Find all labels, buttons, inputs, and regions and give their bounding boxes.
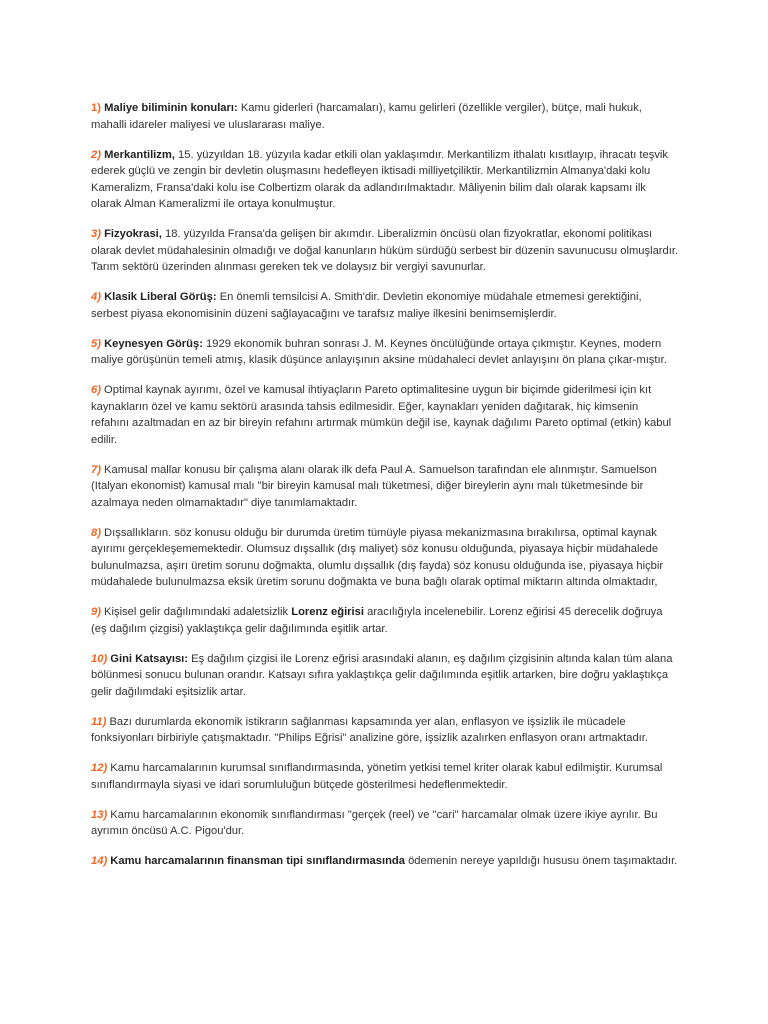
item-text: Eş dağılım çizgisi ile Lorenz eğrisi arasındaki alanın, eş dağılım çizgisinin altında kalan tüm alana bölünmesi sonucu bulunan orandır. Katsayı sıfıra yaklaştıkça gelir dağılımında eşitlik artarken, bire doğru yaklaştıkça gelir dağılımdaki eşitsizlik artar. xyxy=(91,652,673,698)
item-term: Merkantilizm, xyxy=(104,148,175,161)
list-item xyxy=(91,651,679,701)
item-number: 5) xyxy=(91,337,101,350)
list-item xyxy=(91,100,679,133)
list-item xyxy=(91,525,679,591)
item-text: Bazı durumlarda ekonomik istikrarın sağlanması kapsamında yer alan, enflasyon ve işsizlik ile mücadele fonksiyonları birbiriyle çatışmaktadır. "Philips Eğrisi" analizine göre, işsizlik azalırken enflasyon oranı artmaktadır. xyxy=(91,715,648,744)
item-number: 1) xyxy=(91,102,101,114)
item-number: 6) xyxy=(91,384,101,396)
list-item xyxy=(91,289,679,322)
item-term: Kamu harcamalarının finansman tipi sınıflandırmasında xyxy=(110,855,405,867)
item-number: 11) xyxy=(91,715,107,728)
item-term: Lorenz eğirisi xyxy=(291,606,364,618)
item-term: Keynesyen Görüş: xyxy=(104,337,203,350)
list-item xyxy=(91,336,679,369)
item-text: Dışsallıkların. söz konusu olduğu bir durumda üretim tümüyle piyasa mekanizmasına bırakılırsa, optimal kaynak ayırımı gerçekleşememektedir. Olumsuz dışsallık (dış maliyet) söz konusu olduğunda, piyasaya hiçbir müdahalede bulunulmazsa, aşırı üretim sorunu doğmakta, olumlu dışsallık (dış fayda) söz konusu olduğunda ise, piyasaya hiçbir müdahalede bulunulmazsa eksik üretim sorunu doğmakta ve buna bağlı olarak optimal miktarın altında olmaktadır, xyxy=(91,526,664,588)
item-text: aracılığıyla incelenebilir. Lorenz eğirisi 45 derecelik doğruya (eş dağılım çizgisi) yaklaştıkça gelir dağılımında eşitlik artar. xyxy=(91,606,663,635)
item-term: Maliye biliminin konuları: xyxy=(104,102,238,114)
document-body xyxy=(91,100,679,883)
item-number: 9) xyxy=(91,606,101,618)
item-text: Kamu harcamalarının ekonomik sınıflandırması "gerçek (reel) ve "cari" harcamalar olmak üzere ikiye ayrılır. Bu ayrımın öncüsü A.C. Pigou'dur. xyxy=(91,808,658,837)
item-number: 3) xyxy=(91,228,101,240)
item-text: Kamu harcamalarının kurumsal sınıflandırmasında, yönetim yetkisi temel kriter olarak kabul edilmiştir. Kurumsal sınıflandırmayla siyasi ve idari sorumluluğun bütçede gösterilmesi hedeflenmektedir. xyxy=(91,762,663,791)
item-text: Kamu giderleri (harcamaları), kamu gelirleri (özellikle vergiler), bütçe, mali hukuk, mahalli idareler maliyesi ve uluslararası maliye. xyxy=(91,102,642,131)
item-text: Kamusal mallar konusu bir çalışma alanı olarak ilk defa Paul A. Samuelson tarafından ele alınmıştır. Samuelson (Italyan ekonomist) kamusal malı "bir bireyin kamusal malı tüketmesi, diğer bireylerin aynı malı tüketmesinde bir azalmaya neden olmamaktadır" diye tanımlamaktadır. xyxy=(91,463,657,509)
list-item xyxy=(91,147,679,213)
list-item xyxy=(91,853,679,870)
list-item xyxy=(91,760,679,793)
list-item xyxy=(91,382,679,448)
list-item xyxy=(91,807,679,840)
item-number: 2) xyxy=(91,148,101,161)
item-number: 12) xyxy=(91,762,108,774)
item-text: Optimal kaynak ayırımı, özel ve kamusal ihtiyaçların Pareto optimalitesine uygun bir biçimde giderilmesi için kıt kaynakların özel ve kamu sektörü arasında tahsis edilmesidir. Eğer, kaynakları yeniden dağıtarak, hiç kimsenin refahını azaltmadan en az bir bireyin refahını artırmak mümkün değil ise, kaynak dağılımı Pareto optimal (etkin) kabul edilir. xyxy=(91,384,672,446)
item-number: 13) xyxy=(91,808,108,821)
item-term: Gini Katsayısı: xyxy=(110,652,188,665)
item-text: En önemli temsilcisi A. Smith'dir. Devletin ekonomiye müdahale etmemesi gerektiğini, serbest piyasa ekonomisinin düzeni sağlayacağını ve tarafsız maliye ilkesini benimsemişlerdir. xyxy=(91,291,642,320)
item-number: 8) xyxy=(91,526,101,539)
list-item xyxy=(91,714,679,747)
list-item xyxy=(91,462,679,512)
item-number: 4) xyxy=(91,291,101,303)
item-number: 7) xyxy=(91,463,101,476)
list-item xyxy=(91,604,679,637)
item-text-before: Kişisel gelir dağılımındaki adaletsizlik xyxy=(100,606,292,618)
item-number: 10) xyxy=(91,652,108,665)
item-text: 15. yüzyıldan 18. yüzyıla kadar etkili olan yaklaşımdır. Merkantilizm ithalatı kısıtlayıp, ihracatı teşvik ederek güçlü ve zengin bir devletin oluşmasını hedefleyen iktisadi milliyetçiliktir. Merkantilizmin Almanya'daki kolu Kameralizm, Fransa'daki kolu ise Colbertizm olarak da adlandırılmaktadır. Mâliyenin bilim dalı olarak kapsamı ilk olarak Alman Kameralizmi ile ortaya konulmuştur. xyxy=(91,148,669,210)
item-number: 14) xyxy=(91,855,108,867)
item-term: Fizyokrasi, xyxy=(104,228,162,240)
item-text: 18. yüzyılda Fransa'da gelişen bir akımdır. Liberalizmin öncüsü olan fizyokratlar, ekonomi politikası olarak devlet müdahalesinin olmadığı ve doğal kanunların hüküm sürdüğü serbest bir düzenin savunucusu olmuşlardır. Tarım sektörü üzerinden alınması gereken tek ve dolaysız bir vergiyi savunurlar. xyxy=(91,228,679,273)
item-text: 1929 ekonomik buhran sonrası J. M. Keynes öncülüğünde ortaya çıkmıştır. Keynes, modern maliye görüşünün temeli atmış, klasik düşünce anlayışının aksine müdahaleci devlet anlayışını ön plana çıkar-mıştır. xyxy=(91,337,667,366)
item-text: ödemenin nereye yapıldığı hususu önem taşımaktadır. xyxy=(404,855,678,867)
item-term: Klasik Liberal Görüş: xyxy=(104,291,217,303)
list-item xyxy=(91,226,679,276)
